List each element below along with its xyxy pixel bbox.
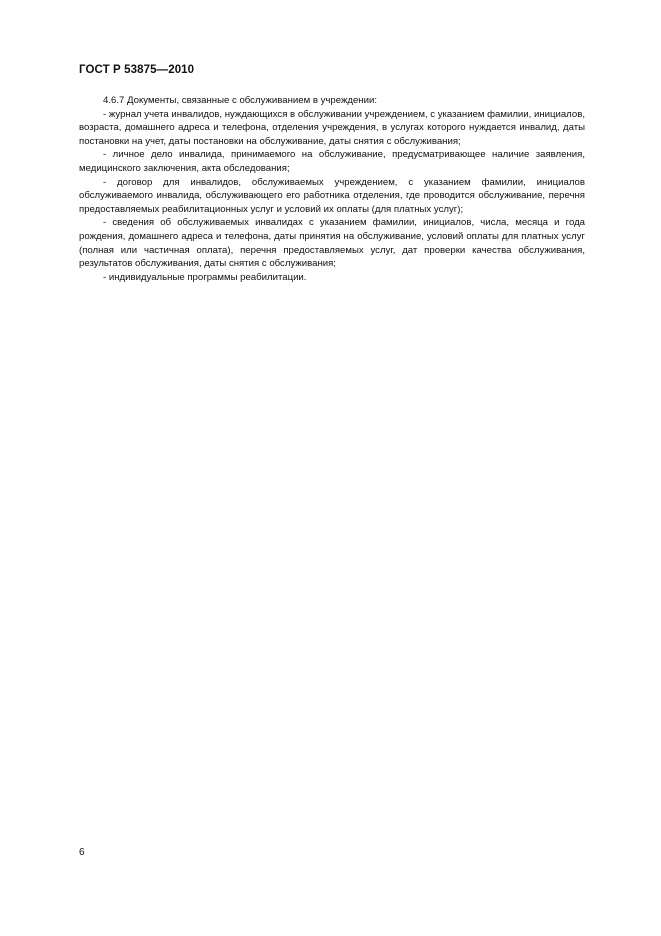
list-item-personal-file: - личное дело инвалида, принимаемого на обслуживание, предусматривающее наличие заявления, медицинского заключения, акта обследования; [79,149,585,174]
list-item-contract: - договор для инвалидов, обслуживаемых учреждением, с указанием фамилии, инициалов обслуживаемого инвалида, обслуживающего его работника отделения, где проводится обслуживание, перечня предоставляемых реабилитационных услуг и условий их оплаты (для платных услуг); [79,176,585,215]
list-item-records: - сведения об обслуживаемых инвалидах с указанием фамилии, инициалов, числа, месяца и года рождения, домашнего адреса и телефона, даты принятия на обслуживание, условий оплаты для платных услуг (полная или частичная оплата), перечня предоставляемых услуг, дат проверки качества обслуживания, результатов обслуживания, даты снятия с обслуживания; [79,217,585,270]
list-item-rehab-programs: - индивидуальные программы реабилитации. [103,271,307,283]
document-standard-header: ГОСТ Р 53875—2010 [79,64,195,76]
document-body [79,94,585,284]
section-heading: 4.6.7 Документы, связанные с обслуживанием в учреждении: [103,95,377,106]
list-item-journal: - журнал учета инвалидов, нуждающихся в обслуживании учреждением, с указанием фамилии, инициалов, возраста, домашнего адреса и телефона, отделения учреждения, в услугах которого нуждается инвалид, даты постановки на учет, даты постановки на обслуживание, даты снятия с обслуживания; [79,108,585,147]
page-number: 6 [79,847,85,858]
